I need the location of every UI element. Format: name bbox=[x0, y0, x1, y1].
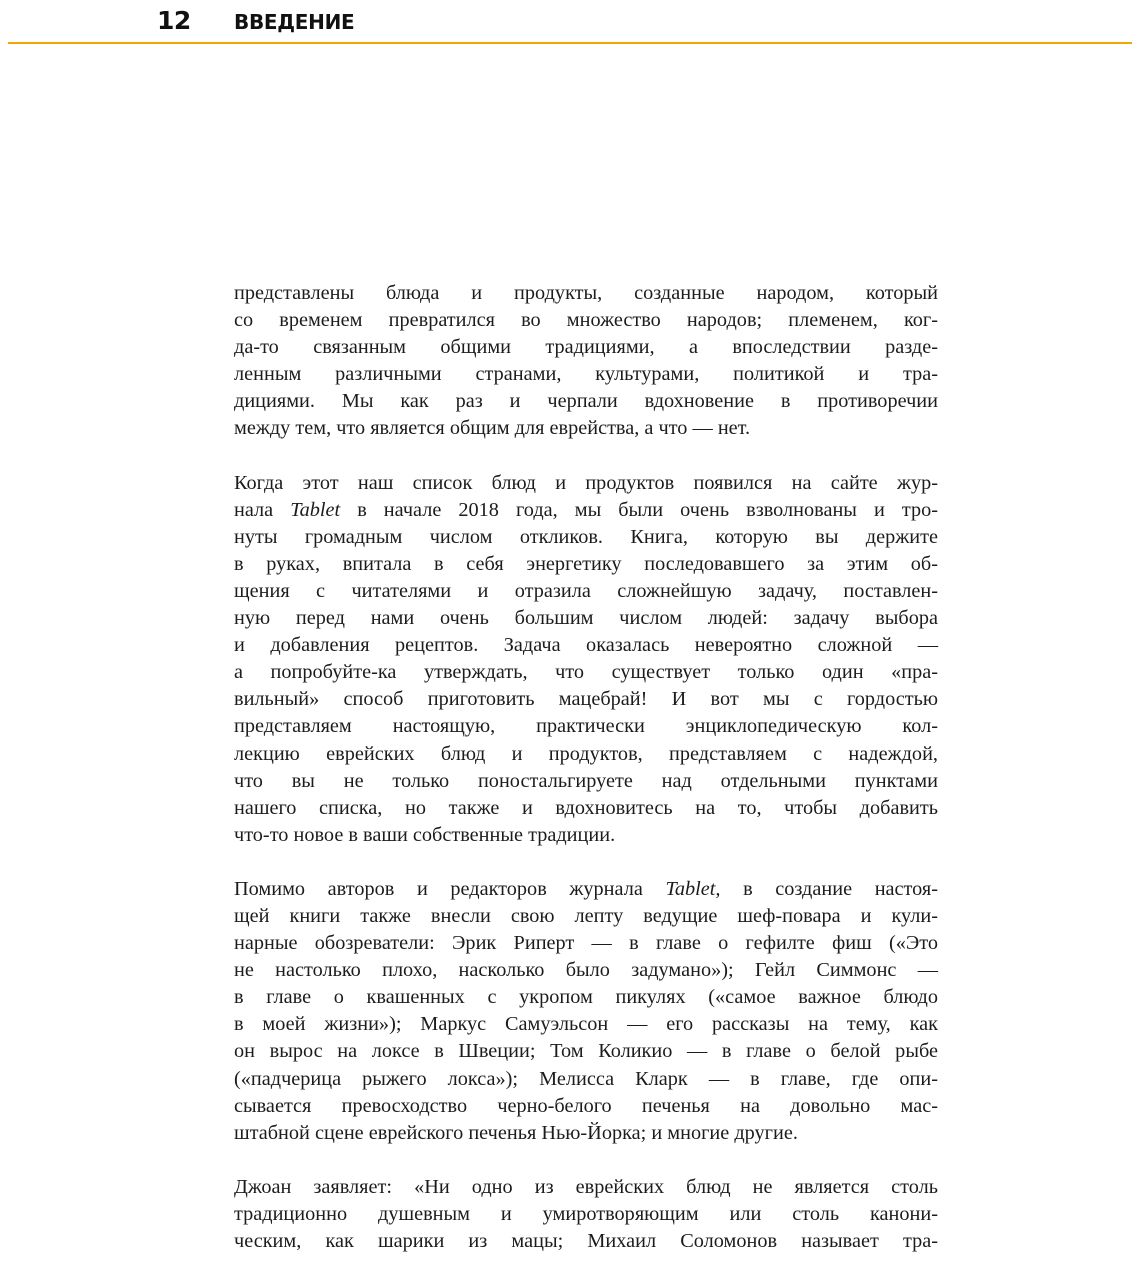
text-line: представляем настоящую, практически энциклопедическую кол- bbox=[234, 715, 938, 738]
publication-name: Tablet, bbox=[665, 877, 721, 900]
text-line: нашего списка, но также и вдохновитесь на то, чтобы добавить bbox=[234, 796, 938, 819]
text-line: он вырос на локсе в Швеции; Том Коликио — в главе о белой рыбе bbox=[234, 1040, 938, 1063]
text-line: Когда этот наш список блюд и продуктов появился на сайте жур- bbox=[234, 471, 938, 494]
text-line: в руках, впитала в себя энергетику последовавшего за этим об- bbox=[234, 552, 938, 575]
text-line: ную перед нами очень большим числом людей: задачу выбора bbox=[234, 607, 938, 630]
text-line: ленным различными странами, культурами, политикой и тра- bbox=[234, 363, 938, 386]
text-line: в главе о квашенных с укропом пикулях («самое важное блюдо bbox=[234, 986, 938, 1009]
text-line: нарные обозреватели: Эрик Риперт — в главе о гефилте фиш («Это bbox=[234, 932, 938, 955]
text-line: традиционно душевным и умиротворяющим или столь канони- bbox=[234, 1202, 938, 1225]
text-run: Помимо авторов и редакторов журнала bbox=[234, 877, 666, 900]
text-line: нуты громадным числом откликов. Книга, которую вы держите bbox=[234, 525, 938, 548]
text-line: щей книги также внесли свою лепту ведущие шеф-повара и кули- bbox=[234, 904, 938, 927]
page-number: 12 bbox=[157, 6, 191, 35]
publication-name: Tablet bbox=[290, 498, 341, 521]
paragraph-4 bbox=[234, 1174, 938, 1255]
text-run: в создание настоя- bbox=[720, 877, 938, 900]
text-line bbox=[234, 876, 938, 903]
text-line: что вы не только поностальгируете над отдельными пунктами bbox=[234, 769, 938, 792]
text-line: штабной сцене еврейского печенья Нью-Йорка; и многие другие. bbox=[234, 1121, 798, 1144]
text-line: сывается превосходство черно-белого печенья на довольно мас- bbox=[234, 1094, 938, 1117]
text-line: и добавления рецептов. Задача оказалась невероятно сложной — bbox=[234, 634, 938, 657]
paragraph-2 bbox=[234, 470, 938, 849]
section-title: ВВЕДЕНИЕ bbox=[234, 10, 355, 34]
text-line: а попробуйте-ка утверждать, что существует только один «пра- bbox=[234, 661, 938, 684]
text-line: в моей жизни»); Маркус Самуэльсон — его рассказы на тему, как bbox=[234, 1013, 938, 1036]
text-line: дициями. Мы как раз и черпали вдохновение в противоречии bbox=[234, 390, 938, 413]
text-line: лекцию еврейских блюд и продуктов, представляем с надеждой, bbox=[234, 742, 938, 765]
text-line bbox=[234, 497, 938, 524]
header-rule bbox=[8, 42, 1132, 44]
text-line: вильный» способ приготовить мацебрай! И вот мы с гордостью bbox=[234, 688, 938, 711]
page-header bbox=[0, 0, 1143, 44]
text-line: да-то связанным общими традициями, а впоследствии разде- bbox=[234, 336, 938, 359]
paragraph-1 bbox=[234, 280, 938, 443]
text-line: что-то новое в ваши собственные традиции. bbox=[234, 823, 616, 846]
text-line: ческим, как шарики из мацы; Михаил Соломонов называет тра- bbox=[234, 1230, 938, 1252]
text-line: со временем превратился во множество народов; племенем, ког- bbox=[234, 309, 938, 332]
text-line: Джоан заявляет: «Ни одно из еврейских блюд не является столь bbox=[234, 1175, 938, 1198]
text-run: в начале 2018 года, мы были очень взволнованы и тро- bbox=[340, 498, 938, 521]
text-line: («падчерица рыжего локса»); Мелисса Кларк — в главе, где опи- bbox=[234, 1067, 938, 1090]
text-line: представлены блюда и продукты, созданные народом, который bbox=[234, 282, 938, 304]
text-run: нала bbox=[234, 498, 291, 521]
text-line: между тем, что является общим для еврейства, а что — нет. bbox=[234, 417, 751, 440]
body-text bbox=[234, 280, 938, 1282]
paragraph-3 bbox=[234, 876, 938, 1147]
text-line: щения с читателями и отразила сложнейшую задачу, поставлен- bbox=[234, 579, 938, 602]
text-line: не настолько плохо, насколько было задумано»); Гейл Симмонс — bbox=[234, 959, 938, 982]
